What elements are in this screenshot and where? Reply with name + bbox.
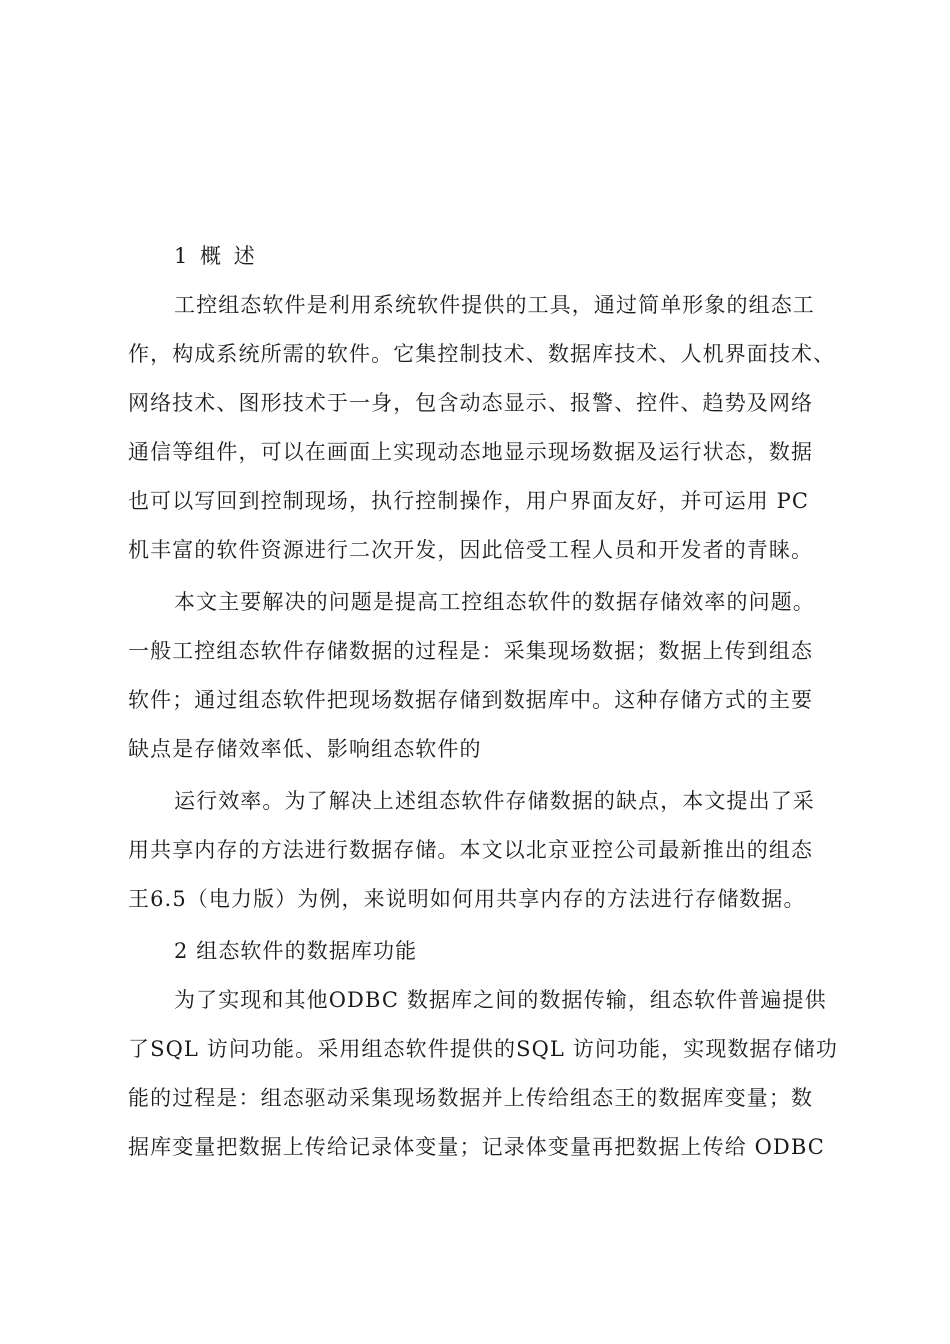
paragraph-line: 运行效率。为了解决上述组态软件存储数据的缺点，本文提出了采 [174, 789, 815, 813]
paragraph-line: 能的过程是：组态驱动采集现场数据并上传给组态王的数据库变量；数 [128, 1086, 814, 1110]
paragraph-line: 据库变量把数据上传给记录体变量；记录体变量再把数据上传给 ODBC [128, 1135, 825, 1159]
section-heading-database: 2 组态软件的数据库功能 [174, 939, 418, 963]
paragraph-line: 通信等组件，可以在画面上实现动态地显示现场数据及运行状态，数据 [128, 440, 814, 464]
paragraph-line: 本文主要解决的问题是提高工控组态软件的数据存储效率的问题。 [174, 590, 815, 614]
section-heading-overview: 1 概 述 [174, 244, 258, 268]
paragraph-line: 工控组态软件是利用系统软件提供的工具，通过简单形象的组态工 [174, 293, 815, 317]
paragraph-line: 机丰富的软件资源进行二次开发，因此倍受工程人员和开发者的青睐。 [128, 538, 814, 562]
paragraph-line: 也可以写回到控制现场，执行控制操作，用户界面友好，并可运用 PC [128, 489, 810, 513]
paragraph-line: 了SQL 访问功能。采用组态软件提供的SQL 访问功能，实现数据存储功 [128, 1037, 838, 1061]
paragraph-line: 软件；通过组态软件把现场数据存储到数据库中。这种存储方式的主要 [128, 688, 814, 712]
paragraph-line: 王6.5（电力版）为例，来说明如何用共享内存的方法进行存储数据。 [128, 887, 806, 911]
paragraph-line: 用共享内存的方法进行数据存储。本文以北京亚控公司最新推出的组态 [128, 838, 814, 862]
paragraph-line: 作，构成系统所需的软件。它集控制技术、数据库技术、人机界面技术、 [128, 342, 836, 366]
paragraph-line: 一般工控组态软件存储数据的过程是：采集现场数据；数据上传到组态 [128, 639, 814, 663]
paragraph-line: 为了实现和其他ODBC 数据库之间的数据传输，组态软件普遍提供 [174, 988, 827, 1012]
paragraph-line: 网络技术、图形技术于一身，包含动态显示、报警、控件、趋势及网络 [128, 391, 814, 415]
paragraph-line: 缺点是存储效率低、影响组态软件的 [128, 737, 482, 761]
